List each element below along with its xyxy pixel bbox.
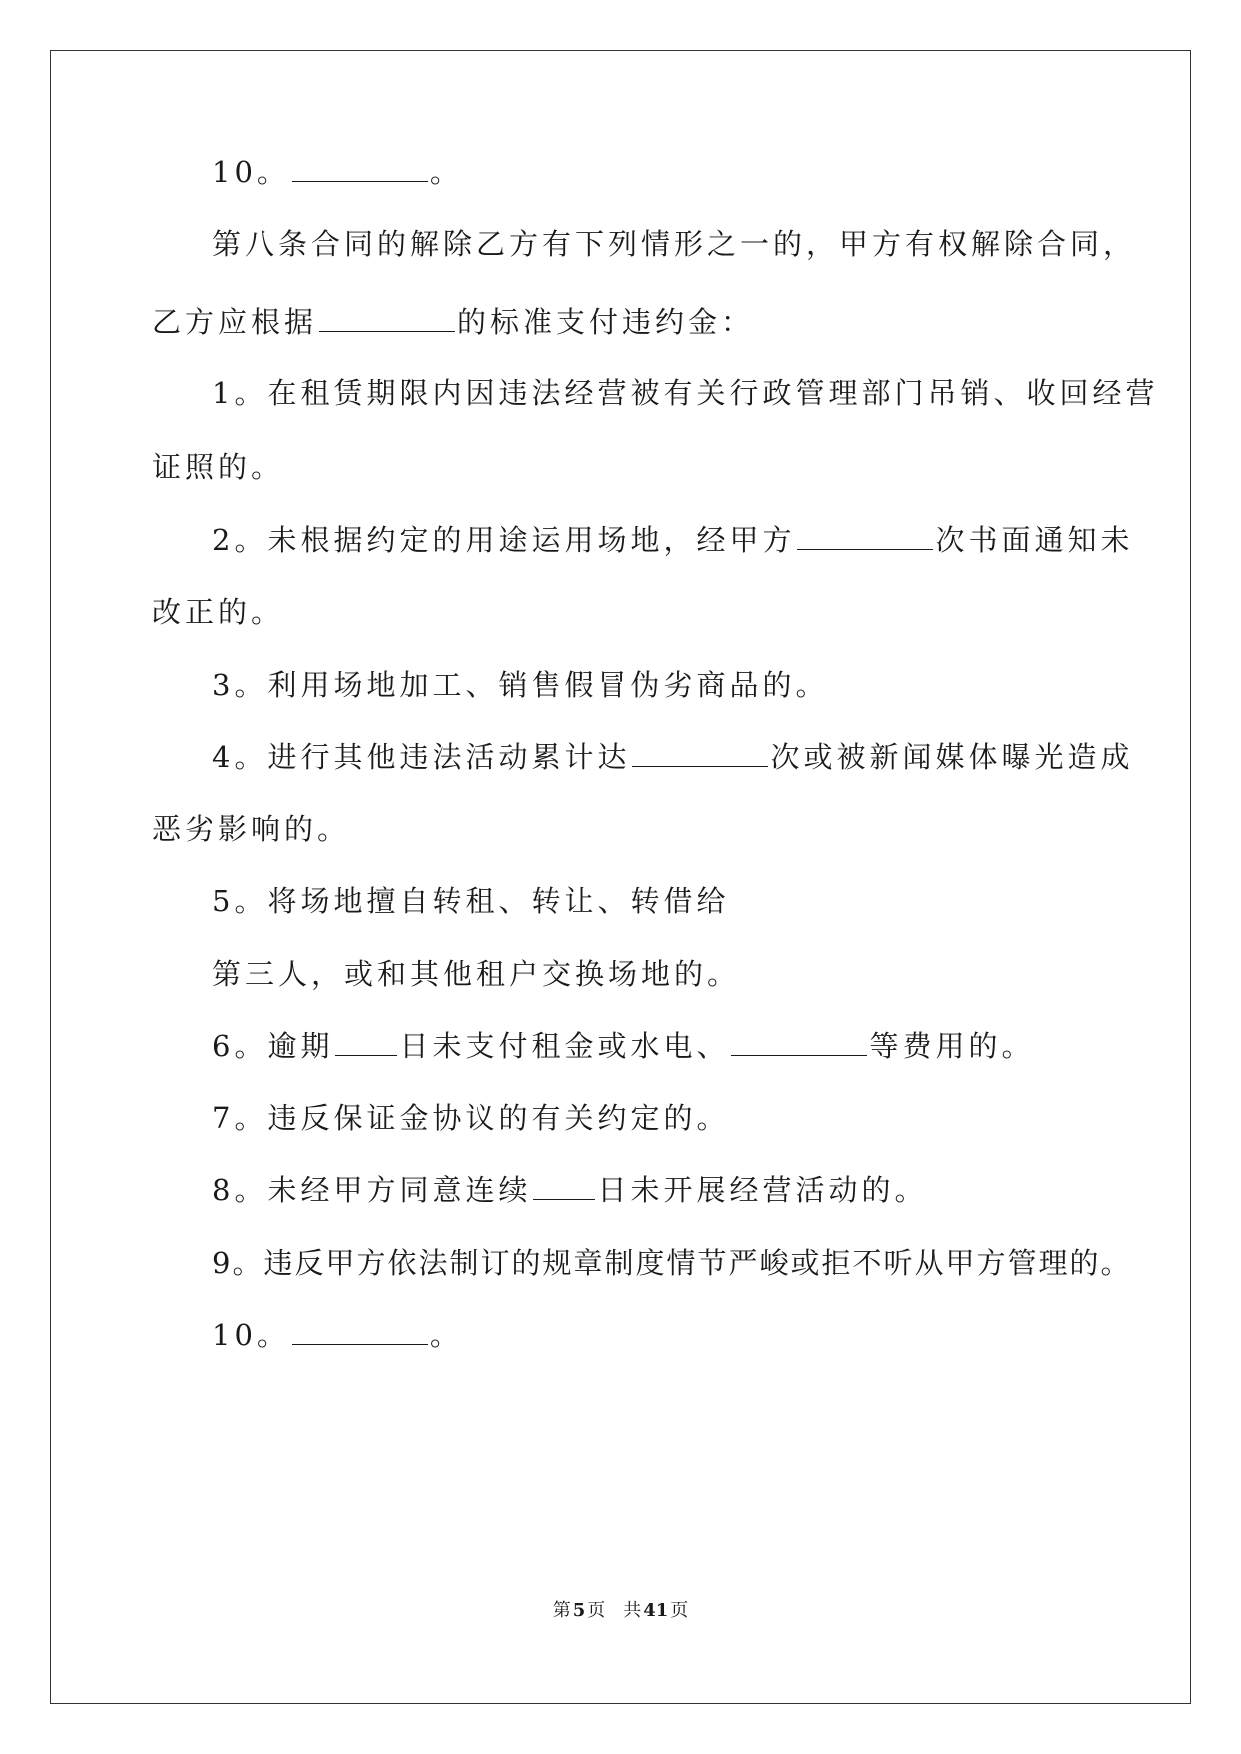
clause-item-4: 4。进行其他违法活动累计达 次或被新闻媒体曝光造成 (212, 740, 1134, 774)
fill-in-blank (632, 738, 768, 767)
total-pages: 41 (643, 1600, 669, 1621)
clause-item-9: 9。违反甲方依法制订的规章制度情节严峻或拒不听从甲方管理的。 (212, 1246, 1132, 1280)
fill-in-blank (335, 1027, 397, 1056)
fill-in-blank (533, 1171, 595, 1200)
clause-item-2: 2。未根据约定的用途运用场地，经甲方 次书面通知未 (212, 523, 1134, 557)
clause-item-6: 6。逾期 日未支付租金或水电、 等费用的。 (212, 1029, 1035, 1063)
fill-in-blank (292, 1316, 428, 1345)
clause-item-5: 5。将场地擅自转租、转让、转借给 (212, 884, 730, 918)
item-number-10: 10。 (212, 155, 290, 189)
clause-line: 恶劣影响的。 (152, 812, 351, 846)
article-heading: 第八条合同的解除乙方有下列情形之一的，甲方有权解除合同， (212, 227, 1137, 261)
clause-item-7: 7。违反保证金协议的有关约定的。 (212, 1101, 730, 1135)
page-number: 5 (572, 1600, 586, 1621)
clause-item-3: 3。利用场地加工、销售假冒伪劣商品的。 (212, 668, 829, 702)
fill-in-blank (797, 521, 933, 550)
page-border (50, 50, 1191, 1704)
fill-in-blank (292, 153, 428, 182)
clause-line: 证照的。 (152, 450, 285, 484)
clause-item-1: 1。在租赁期限内因违法经营被有关行政管理部门吊销、收回经营 (212, 376, 1159, 410)
page-footer: 第 5 页 共 41 页 (552, 1600, 689, 1621)
clause-line: 第三人，或和其他租户交换场地的。 (212, 957, 741, 991)
clause-item-8: 8。未经甲方同意连续 日未开展经营活动的。 (212, 1173, 928, 1207)
fill-in-blank (731, 1027, 867, 1056)
clause-line: 10。 。 (212, 155, 463, 189)
clause-line: 乙方应根据 的标准支付违约金： (152, 305, 755, 339)
clause-line: 改正的。 (152, 595, 285, 629)
clause-item-10: 10。 。 (212, 1318, 463, 1352)
fill-in-blank (319, 303, 455, 332)
